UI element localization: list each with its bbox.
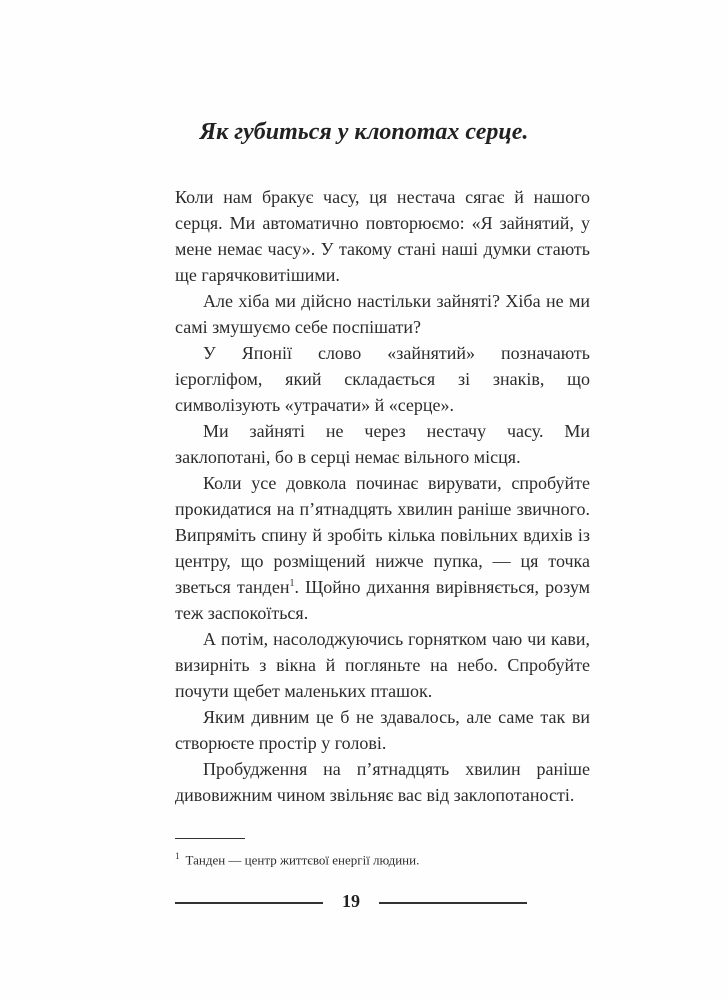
footnote-text: Танден — центр життєвої енергії людини. [185, 852, 420, 868]
footnote-reference[interactable]: 1 [289, 578, 295, 589]
chapter-title: Як губиться у клопотах серце. [199, 119, 529, 145]
footnote-divider [175, 838, 245, 839]
page-footer [175, 889, 527, 913]
paragraph-5-continuation: . Щойно дихання вирівняється, розум теж заспокоїться. [175, 577, 591, 623]
body-text [175, 184, 590, 808]
footnote-mark: 1 [175, 851, 180, 861]
paragraph-6: А потім, насолоджуючись горнятком чаю чи кави, визирніть з вікна й погляньте на небо. Спробуйте почути щебет маленьких пташок. [175, 629, 590, 701]
footer-rule-right [379, 902, 527, 904]
paragraph-5 [175, 470, 590, 626]
paragraph-5-text: Коли усе довкола починає вирувати, спробуйте прокидатися на п’ятнадцять хвилин раніше звичного. Випряміть спину й зробіть кілька повільних вдихів із центру, що розміщений нижче пупка, — ця точка зветься танден [175, 473, 590, 597]
paragraph-1: Коли нам бракує часу, ця нестача сягає й нашого серця. Ми автоматично повторюємо: «Я зайнятий, у мене немає часу». У такому стані наші думки стають ще гарячковитішими. [175, 187, 590, 285]
footer-rule-left [175, 902, 323, 904]
paragraph-3: У Японії слово «зайнятий» позначають ієрогліфом, який складається зі знаків, що символізують «утрачати» й «серце». [175, 343, 590, 415]
paragraph-7: Яким дивним це б не здавалось, але саме так ви створюєте простір у голові. [175, 707, 590, 753]
paragraph-2: Але хіба ми дійсно настільки зайняті? Хіба не ми самі змушуємо себе поспішати? [175, 291, 590, 337]
footnote [175, 848, 590, 868]
paragraph-4: Ми зайняті не через нестачу часу. Ми заклопотані, бо в серці немає вільного місця. [175, 421, 590, 467]
page-number: 19 [342, 891, 360, 911]
paragraph-8: Пробудження на п’ятнадцять хвилин раніше дивовижним чином звільняє вас від заклопотаності. [175, 759, 590, 805]
